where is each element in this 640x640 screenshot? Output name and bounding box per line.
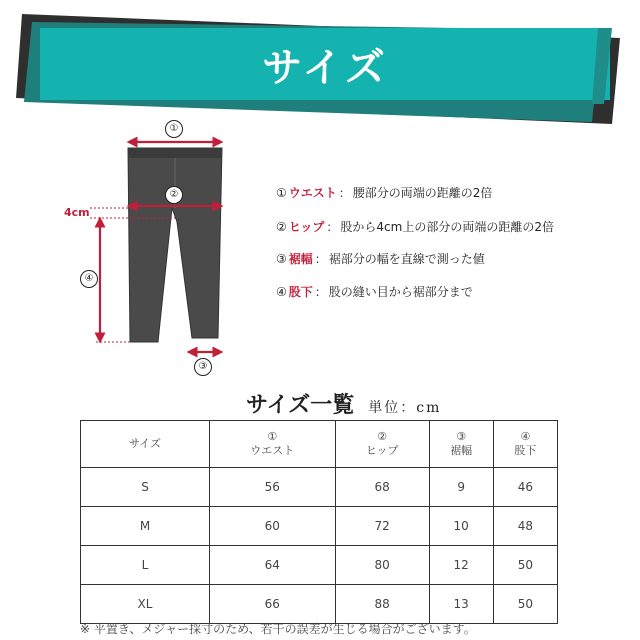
legend-item-hem: ③ 裾幅 ： 裾部分の幅を直線で測った値 bbox=[276, 251, 485, 266]
footnote: ※ 平置き、メジャー採寸のため、若干の誤差が生じる場合がございます。 bbox=[80, 622, 476, 636]
hem-cell: 9 bbox=[429, 468, 493, 507]
legend-item-hip: ② ヒップ ： 股から4cm上の部分の両端の距離の2倍 bbox=[276, 219, 554, 234]
size-cell: L bbox=[81, 546, 210, 585]
legend-item-inseam: ④ 股下 ： 股の縫い目から裾部分まで bbox=[276, 284, 473, 299]
marker-hip: ② bbox=[165, 186, 183, 204]
pants-illustration bbox=[60, 110, 250, 385]
header-hem: ③ 裾幅 bbox=[429, 421, 493, 468]
inseam-cell: 46 bbox=[493, 468, 557, 507]
table-header-row bbox=[81, 421, 558, 468]
hip-cell: 88 bbox=[335, 585, 429, 624]
marker-hem: ③ bbox=[194, 358, 212, 376]
header-size: サイズ bbox=[81, 421, 210, 468]
table-row bbox=[81, 507, 558, 546]
size-cell: S bbox=[81, 468, 210, 507]
hip-cell: 68 bbox=[335, 468, 429, 507]
waist-cell: 60 bbox=[210, 507, 336, 546]
waist-cell: 64 bbox=[210, 546, 336, 585]
inseam-cell: 50 bbox=[493, 546, 557, 585]
size-table-heading bbox=[200, 388, 500, 418]
header-inseam: ④ 股下 bbox=[493, 421, 557, 468]
hip-cell: 80 bbox=[335, 546, 429, 585]
size-table bbox=[80, 420, 558, 624]
waist-cell: 56 bbox=[210, 468, 336, 507]
legend-item-waist: ① ウエスト ： 腰部分の両端の距離の2倍 bbox=[276, 185, 493, 200]
size-cell: M bbox=[81, 507, 210, 546]
hem-cell: 10 bbox=[429, 507, 493, 546]
hem-cell: 13 bbox=[429, 585, 493, 624]
waist-cell: 66 bbox=[210, 585, 336, 624]
measurement-diagram bbox=[60, 110, 250, 385]
table-row bbox=[81, 585, 558, 624]
hip-cell: 72 bbox=[335, 507, 429, 546]
size-table-unit: 単位：cm bbox=[368, 400, 442, 416]
header-hip: ② ヒップ bbox=[335, 421, 429, 468]
size-cell: XL bbox=[81, 585, 210, 624]
inseam-cell: 48 bbox=[493, 507, 557, 546]
table-row bbox=[81, 468, 558, 507]
marker-waist: ① bbox=[165, 120, 183, 138]
marker-inseam: ④ bbox=[80, 270, 98, 288]
hem-cell: 12 bbox=[429, 546, 493, 585]
header-waist: ① ウエスト bbox=[210, 421, 336, 468]
offset-label: 4cm bbox=[64, 206, 90, 219]
page-title: サイズ bbox=[262, 44, 388, 91]
inseam-cell: 50 bbox=[493, 585, 557, 624]
size-table-title: サイズ一覧 bbox=[246, 392, 355, 418]
table-row bbox=[81, 546, 558, 585]
